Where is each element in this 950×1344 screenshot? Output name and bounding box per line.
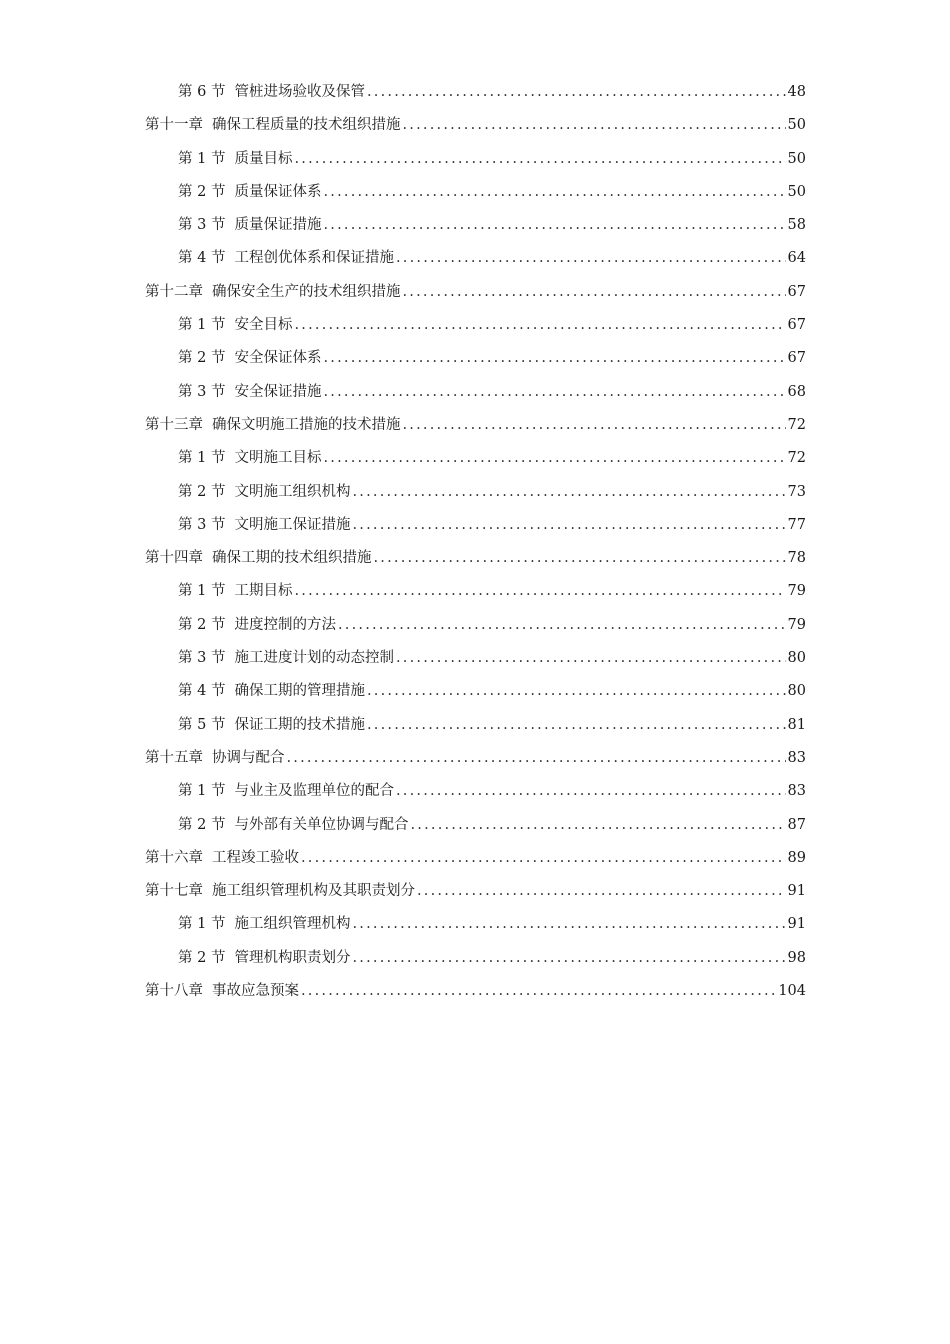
- toc-page-number: 68: [787, 383, 806, 400]
- toc-entry-text: 与外部有关单位协调与配合: [234, 816, 409, 833]
- toc-entry-title: [178, 180, 321, 204]
- toc-entry-title: [178, 813, 408, 837]
- toc-section-entry[interactable]: [145, 246, 806, 279]
- toc-entry-title: [178, 513, 350, 537]
- toc-section-entry[interactable]: [145, 646, 806, 679]
- toc-entry-number: 第 4 节: [178, 250, 226, 267]
- toc-entry-text: 文明施工保证措施: [234, 516, 351, 533]
- toc-entry-number: 第 1 节: [178, 317, 226, 334]
- toc-entry-text: 确保文明施工措施的技术措施: [212, 416, 401, 433]
- toc-entry-title: [145, 746, 285, 770]
- toc-page-number: 87: [787, 816, 806, 833]
- toc-entry-title: [145, 846, 299, 870]
- toc-page-number: 50: [787, 150, 806, 167]
- dot-leader: [352, 480, 785, 504]
- toc-chapter-entry[interactable]: [145, 113, 806, 146]
- toc-page-number: 67: [787, 317, 806, 334]
- dot-leader: [352, 513, 785, 537]
- dot-leader: [396, 779, 786, 803]
- toc-page-number: 64: [787, 250, 806, 267]
- toc-section-entry[interactable]: [145, 446, 806, 479]
- toc-entry-title: [178, 579, 292, 603]
- toc-entry-number: 第 2 节: [178, 616, 226, 633]
- toc-entry-title: [178, 679, 365, 703]
- dot-leader: [410, 813, 785, 837]
- toc-entry-text: 工程创优体系和保证措施: [234, 250, 394, 267]
- toc-entry-title: [178, 147, 292, 171]
- toc-entry-number: 第 2 节: [178, 816, 226, 833]
- toc-entry-title: [145, 113, 401, 137]
- toc-entry-title: [178, 446, 321, 470]
- toc-entry-title: [178, 480, 350, 504]
- toc-entry-text: 施工组织管理机构: [234, 916, 351, 933]
- toc-chapter-entry[interactable]: [145, 846, 806, 879]
- toc-page-number: 83: [787, 783, 806, 800]
- dot-leader: [352, 946, 785, 970]
- dot-leader: [367, 679, 786, 703]
- toc-section-entry[interactable]: [145, 180, 806, 213]
- toc-section-entry[interactable]: [145, 513, 806, 546]
- dot-leader: [352, 912, 785, 936]
- toc-entry-text: 协调与配合: [212, 749, 285, 766]
- toc-page-number: 98: [787, 949, 806, 966]
- toc-entry-title: [178, 613, 336, 637]
- toc-entry-text: 安全目标: [234, 317, 293, 334]
- dot-leader: [301, 846, 786, 870]
- dot-leader: [338, 613, 786, 637]
- toc-entry-title: [145, 546, 372, 570]
- toc-entry-text: 工期目标: [234, 583, 293, 600]
- toc-entry-title: [145, 280, 401, 304]
- toc-page-number: 72: [787, 450, 806, 467]
- toc-entry-number: 第 3 节: [178, 383, 226, 400]
- toc-page-number: 48: [787, 84, 806, 100]
- toc-page-number: 67: [787, 350, 806, 367]
- toc-entry-text: 安全保证措施: [234, 383, 322, 400]
- toc-entry-number: 第 3 节: [178, 650, 226, 667]
- toc-entry-title: [178, 946, 350, 970]
- toc-page-number: 78: [787, 550, 806, 567]
- dot-leader: [294, 579, 785, 603]
- toc-entry-number: 第十一章: [145, 117, 203, 134]
- table-of-contents: [145, 80, 806, 1012]
- toc-page-number: 89: [787, 849, 806, 866]
- toc-section-entry[interactable]: [145, 613, 806, 646]
- toc-entry-text: 确保工程质量的技术组织措施: [212, 117, 401, 134]
- toc-entry-number: 第 2 节: [178, 350, 226, 367]
- toc-entry-text: 施工进度计划的动态控制: [234, 650, 394, 667]
- toc-entry-text: 确保工期的技术组织措施: [212, 550, 372, 567]
- toc-section-entry[interactable]: [145, 579, 806, 612]
- toc-entry-number: 第十二章: [145, 283, 203, 300]
- toc-entry-title: [178, 912, 350, 936]
- dot-leader: [374, 546, 786, 570]
- toc-entry-number: 第十六章: [145, 849, 203, 866]
- toc-section-entry[interactable]: [145, 313, 806, 346]
- toc-entry-text: 文明施工目标: [234, 450, 322, 467]
- toc-entry-title: [178, 779, 394, 803]
- toc-entry-number: 第 1 节: [178, 783, 226, 800]
- dot-leader: [367, 80, 786, 104]
- dot-leader: [396, 246, 786, 270]
- dot-leader: [403, 113, 786, 137]
- dot-leader: [323, 446, 785, 470]
- toc-section-entry[interactable]: [145, 480, 806, 513]
- toc-entry-text: 事故应急预案: [212, 983, 299, 1000]
- toc-entry-title: [178, 380, 321, 404]
- toc-page-number: 80: [787, 683, 806, 700]
- toc-section-entry[interactable]: [145, 912, 806, 945]
- toc-section-entry[interactable]: [145, 713, 806, 746]
- toc-entry-title: [178, 313, 292, 337]
- dot-leader: [323, 180, 785, 204]
- toc-page-number: 73: [787, 483, 806, 500]
- toc-entry-text: 管桩进场验收及保管: [234, 84, 365, 100]
- toc-entry-text: 质量保证体系: [234, 183, 322, 200]
- dot-leader: [323, 213, 785, 237]
- toc-entry-number: 第十三章: [145, 416, 203, 433]
- toc-chapter-entry[interactable]: [145, 746, 806, 779]
- dot-leader: [323, 380, 785, 404]
- toc-page-number: 104: [778, 983, 806, 1000]
- toc-entry-text: 质量目标: [234, 150, 293, 167]
- toc-entry-number: 第 1 节: [178, 916, 226, 933]
- toc-entry-title: [178, 346, 321, 370]
- toc-chapter-entry[interactable]: [145, 879, 806, 912]
- toc-entry-number: 第十四章: [145, 550, 203, 567]
- toc-page-number: 81: [787, 716, 806, 733]
- toc-entry-number: 第 3 节: [178, 217, 226, 234]
- toc-entry-title: [145, 979, 299, 1003]
- toc-section-entry[interactable]: [145, 779, 806, 812]
- toc-entry-number: 第 6 节: [178, 84, 226, 100]
- toc-section-entry[interactable]: [145, 147, 806, 180]
- toc-entry-number: 第 2 节: [178, 949, 226, 966]
- toc-entry-title: [178, 80, 365, 104]
- toc-page-number: 50: [787, 183, 806, 200]
- toc-entry-text: 与业主及监理单位的配合: [234, 783, 394, 800]
- toc-entry-number: 第 1 节: [178, 150, 226, 167]
- toc-page-number: 91: [787, 916, 806, 933]
- dot-leader: [287, 746, 786, 770]
- toc-chapter-entry[interactable]: [145, 979, 806, 1012]
- dot-leader: [294, 147, 785, 171]
- toc-page-number: 80: [787, 650, 806, 667]
- toc-section-entry[interactable]: [145, 346, 806, 379]
- toc-entry-title: [145, 879, 415, 903]
- toc-entry-text: 工程竣工验收: [212, 849, 299, 866]
- toc-chapter-entry[interactable]: [145, 280, 806, 313]
- toc-entry-text: 文明施工组织机构: [234, 483, 351, 500]
- toc-page-number: 67: [787, 283, 806, 300]
- dot-leader: [396, 646, 786, 670]
- toc-entry-text: 进度控制的方法: [234, 616, 336, 633]
- toc-section-entry[interactable]: [145, 813, 806, 846]
- toc-section-entry[interactable]: [145, 213, 806, 246]
- toc-page-number: 50: [787, 117, 806, 134]
- toc-section-entry[interactable]: [145, 80, 806, 113]
- toc-entry-number: 第 2 节: [178, 183, 226, 200]
- toc-page-number: 58: [787, 217, 806, 234]
- dot-leader: [367, 713, 786, 737]
- toc-page-number: 79: [787, 616, 806, 633]
- toc-page-number: 79: [787, 583, 806, 600]
- toc-entry-number: 第 2 节: [178, 483, 226, 500]
- toc-entry-title: [178, 713, 365, 737]
- toc-entry-number: 第 4 节: [178, 683, 226, 700]
- toc-entry-number: 第 5 节: [178, 716, 226, 733]
- toc-page-number: 72: [787, 416, 806, 433]
- toc-entry-title: [178, 213, 321, 237]
- toc-entry-number: 第 1 节: [178, 583, 226, 600]
- toc-entry-text: 保证工期的技术措施: [234, 716, 365, 733]
- toc-entry-number: 第十七章: [145, 883, 203, 900]
- toc-chapter-entry[interactable]: [145, 413, 806, 446]
- dot-leader: [323, 346, 785, 370]
- toc-chapter-entry[interactable]: [145, 546, 806, 579]
- toc-entry-text: 管理机构职责划分: [234, 949, 351, 966]
- toc-section-entry[interactable]: [145, 946, 806, 979]
- toc-entry-title: [178, 646, 394, 670]
- toc-entry-text: 确保安全生产的技术组织措施: [212, 283, 401, 300]
- toc-entry-text: 施工组织管理机构及其职责划分: [212, 883, 415, 900]
- dot-leader: [294, 313, 785, 337]
- toc-entry-text: 安全保证体系: [234, 350, 322, 367]
- dot-leader: [403, 280, 786, 304]
- toc-page-number: 83: [787, 749, 806, 766]
- toc-page-number: 77: [787, 516, 806, 533]
- dot-leader: [403, 413, 786, 437]
- toc-entry-title: [178, 246, 394, 270]
- toc-entry-number: 第十八章: [145, 983, 203, 1000]
- dot-leader: [301, 979, 776, 1003]
- toc-entry-number: 第十五章: [145, 749, 203, 766]
- toc-entry-title: [145, 413, 401, 437]
- toc-entry-text: 确保工期的管理措施: [234, 683, 365, 700]
- toc-section-entry[interactable]: [145, 380, 806, 413]
- toc-entry-number: 第 1 节: [178, 450, 226, 467]
- toc-entry-text: 质量保证措施: [234, 217, 322, 234]
- toc-section-entry[interactable]: [145, 679, 806, 712]
- toc-entry-number: 第 3 节: [178, 516, 226, 533]
- toc-page-number: 91: [787, 883, 806, 900]
- dot-leader: [417, 879, 786, 903]
